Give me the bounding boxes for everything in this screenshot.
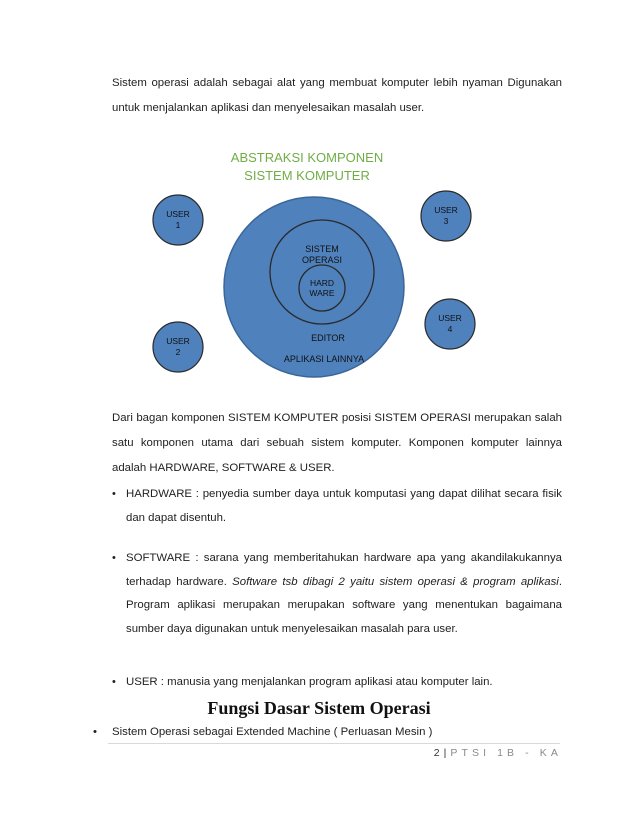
bullet-software [112,547,562,641]
hw-label-line1: HARD [309,278,335,288]
user-1-number: 1 [175,220,181,230]
bullet-hardware-text: HARDWARE : penyedia sumber daya untuk komputasi yang dapat dilihat secara fisik dan dapat disentuh. [126,488,562,524]
function-list-item-text: Sistem Operasi sebagai Extended Machine ( Perluasan Mesin ) [112,726,433,738]
apps-label: APLIKASI LAINNYA [283,354,365,364]
user-4-node [425,299,475,349]
user-2-label: USER [166,336,190,346]
software-text-italic: Software tsb dibagi 2 yaitu sistem operasi & program aplikasi [232,575,559,588]
bullet-marker: • [112,488,116,500]
function-list-item [93,722,432,742]
user-4-number: 4 [447,324,453,334]
diagram-title-line2: SISTEM KOMPUTER [244,168,370,183]
bullet-hardware [112,483,562,530]
bullet-marker: • [112,676,116,688]
explanation-paragraph: Dari bagan komponen SISTEM KOMPUTER posisi SISTEM OPERASI merupakan salah satu komponen utama dari sebuah sistem komputer. Komponen komputer lainnya adalah HARDWARE, SOFTWARE & USER. [112,412,562,474]
page-footer [434,747,562,759]
abstraction-diagram [0,0,638,400]
bullet-software-text [126,547,562,641]
footer-label: PTSI 1B - KA [450,747,562,759]
footer-divider [108,743,560,744]
bullet-user [112,671,562,695]
user-4-label: USER [438,313,462,323]
user-2-node [153,322,203,372]
page-number: 2 [433,747,440,759]
user-2-number: 2 [175,347,181,357]
list-marker: • [93,726,97,738]
editor-label: EDITOR [311,333,345,343]
bullet-user-text: USER : manusia yang menjalankan program aplikasi atau komputer lain. [126,676,493,688]
user-3-node [421,191,471,241]
user-1-node [153,195,203,245]
footer-separator: | [443,747,447,759]
software-text-part2: . Program aplikasi merupakan merupakan software yang menentukan bagaimana sumber daya digunakan untuk menyelesaikan masalah para user. [126,575,562,635]
user-3-label: USER [434,205,458,215]
hw-label-line2: WARE [309,288,335,298]
bullet-marker: • [112,552,116,564]
software-text-part1: SOFTWARE : sarana yang memberitahukan hardware apa yang akandilakukannya terhadap hardware. [126,552,562,588]
user-3-number: 3 [443,216,449,226]
user-1-label: USER [166,209,190,219]
section-heading: Fungsi Dasar Sistem Operasi [207,698,431,718]
so-label-line2: OPERASI [301,255,343,265]
so-label-line1: SISTEM [305,244,339,254]
diagram-title-line1: ABSTRAKSI KOMPONEN [230,150,384,165]
intro-paragraph: Sistem operasi adalah sebagai alat yang membuat komputer lebih nyaman Digunakan untuk menjalankan aplikasi dan menyelesaikan masalah user. [112,77,562,114]
